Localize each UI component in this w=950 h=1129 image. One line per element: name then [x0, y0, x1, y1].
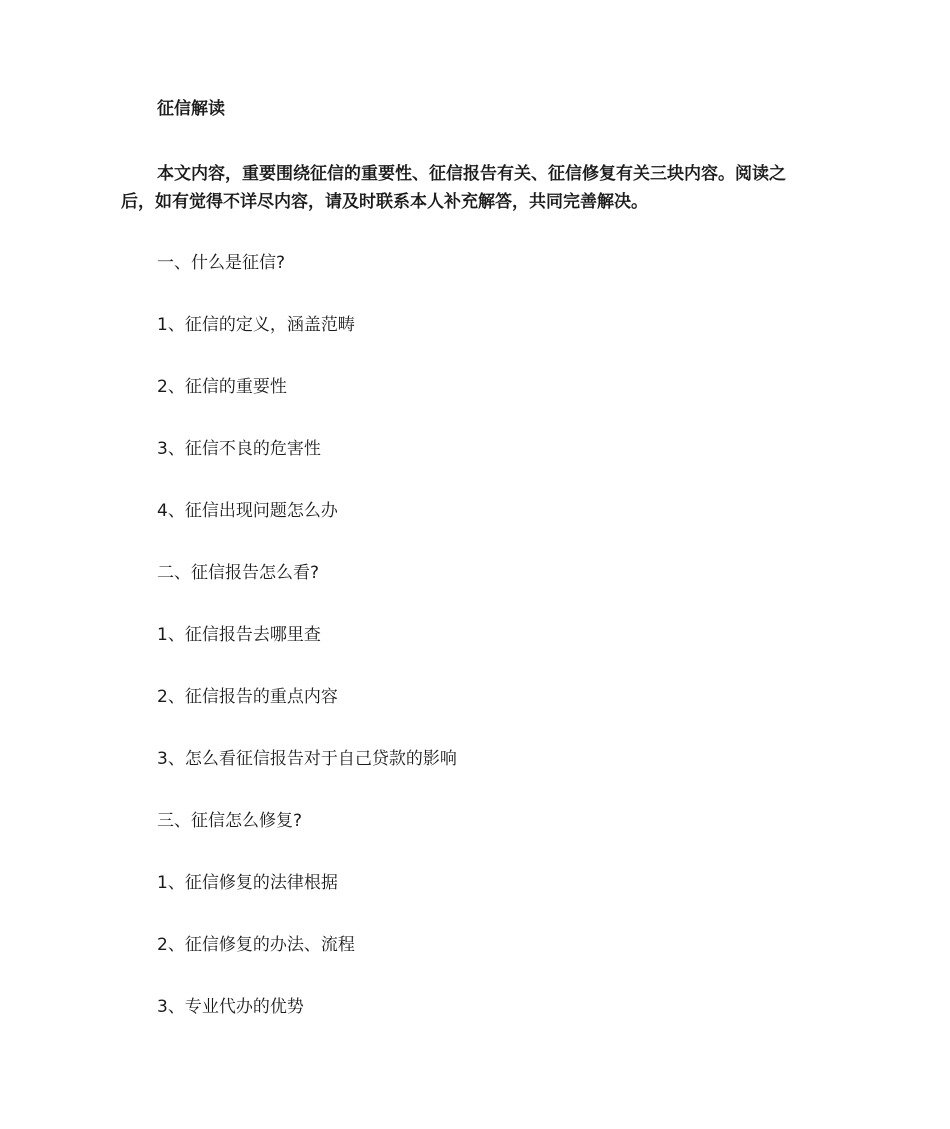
list-item: 1、征信修复的法律根据 — [157, 873, 338, 893]
list-item: 3、怎么看征信报告对于自己贷款的影响 — [157, 749, 457, 769]
section-heading-3: 三、征信怎么修复? — [157, 811, 303, 831]
list-item: 2、征信的重要性 — [157, 377, 287, 397]
intro-line-1: 本文内容，重要围绕征信的重要性、征信报告有关、征信修复有关三块内容。阅读之 — [157, 164, 786, 184]
list-item: 1、征信的定义，涵盖范畴 — [157, 315, 355, 335]
intro-line-2: 后，如有觉得不详尽内容，请及时联系本人补充解答，共同完善解决。 — [121, 192, 648, 212]
list-item: 4、征信出现问题怎么办 — [157, 501, 338, 521]
list-item: 2、征信修复的办法、流程 — [157, 935, 355, 955]
list-item: 1、征信报告去哪里查 — [157, 625, 321, 645]
list-item: 2、征信报告的重点内容 — [157, 687, 338, 707]
list-item: 3、征信不良的危害性 — [157, 439, 321, 459]
section-heading-2: 二、征信报告怎么看? — [157, 563, 320, 583]
section-heading-1: 一、什么是征信? — [157, 253, 286, 273]
intro-paragraph — [121, 160, 833, 216]
document-title: 征信解读 — [157, 99, 225, 119]
list-item: 3、专业代办的优势 — [157, 997, 304, 1017]
